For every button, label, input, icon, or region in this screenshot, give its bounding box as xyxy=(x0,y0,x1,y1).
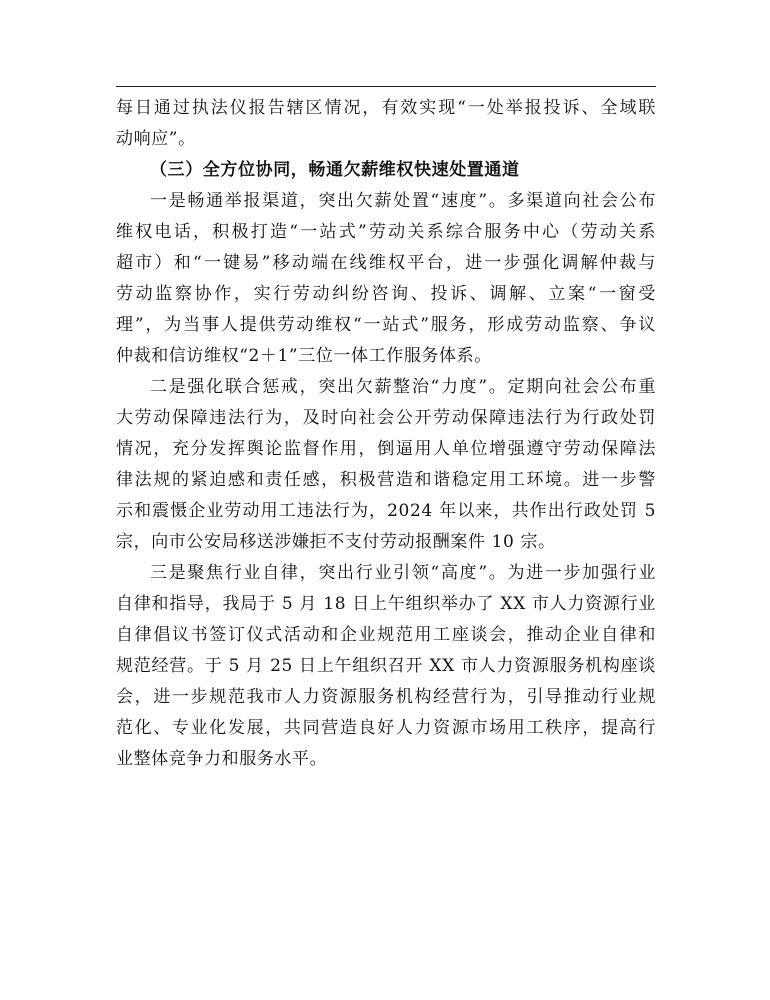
text-line: 律法规的紧迫感和责任感，积极营造和谐稳定用工环境。进一步警 xyxy=(116,470,656,490)
paragraph-joint-punishment xyxy=(116,372,656,558)
text-line: 每日通过执法仪报告辖区情况，有效实现“一处举报投诉、全域联 xyxy=(116,98,656,118)
continuation-paragraph xyxy=(116,93,656,155)
header-rule xyxy=(116,86,656,87)
text-line: 范化、专业化发展，共同营造良好人力资源市场用工秩序，提高行 xyxy=(116,718,656,738)
text-line: 自律倡议书签订仪式活动和企业规范用工座谈会，推动企业自律和 xyxy=(116,625,656,645)
text-line: 仲裁和信访维权“2＋1”三位一体工作服务体系。 xyxy=(116,346,492,366)
text-line: 一是畅通举报渠道，突出欠薪处置“速度”。多渠道向社会公布 xyxy=(150,191,656,211)
text-line: 三是聚焦行业自律，突出行业引领“高度”。为进一步加强行业 xyxy=(150,563,656,583)
text-line: 理”，为当事人提供劳动维权“一站式”服务，形成劳动监察、争议 xyxy=(116,315,656,335)
text-line: 大劳动保障违法行为，及时向社会公开劳动保障违法行为行政处罚 xyxy=(116,408,656,428)
text-line: 动响应”。 xyxy=(116,129,196,149)
document-body xyxy=(116,93,656,775)
text-line: 自律和指导，我局于 5 月 18 日上午组织举办了 XX 市人力资源行业 xyxy=(116,594,656,614)
text-line: 维权电话，积极打造“一站式”劳动关系综合服务中心（劳动关系 xyxy=(116,222,656,242)
text-line: 二是强化联合惩戒，突出欠薪整治“力度”。定期向社会公布重 xyxy=(150,377,656,397)
text-line: 劳动监察协作，实行劳动纠纷咨询、投诉、调解、立案“一窗受 xyxy=(116,284,656,304)
text-line: 示和震慑企业劳动用工违法行为，2024 年以来，共作出行政处罚 5 xyxy=(116,501,656,521)
section-heading: （三）全方位协同，畅通欠薪维权快速处置通道 xyxy=(150,160,520,180)
text-line: 规范经营。于 5 月 25 日上午组织召开 XX 市人力资源服务机构座谈 xyxy=(116,656,656,676)
text-line: 会，进一步规范我市人力资源服务机构经营行为，引导推动行业规 xyxy=(116,687,656,707)
text-line: 宗，向市公安局移送涉嫌拒不支付劳动报酬案件 10 宗。 xyxy=(116,532,556,552)
text-line: 超市）和“一键易”移动端在线维权平台，进一步强化调解仲裁与 xyxy=(116,253,656,273)
paragraph-report-channels xyxy=(116,186,656,372)
text-line: 业整体竞争力和服务水平。 xyxy=(116,749,328,769)
text-line: 情况，充分发挥舆论监督作用，倒逼用人单位增强遵守劳动保障法 xyxy=(116,439,656,459)
paragraph-industry-self-discipline xyxy=(116,558,656,775)
